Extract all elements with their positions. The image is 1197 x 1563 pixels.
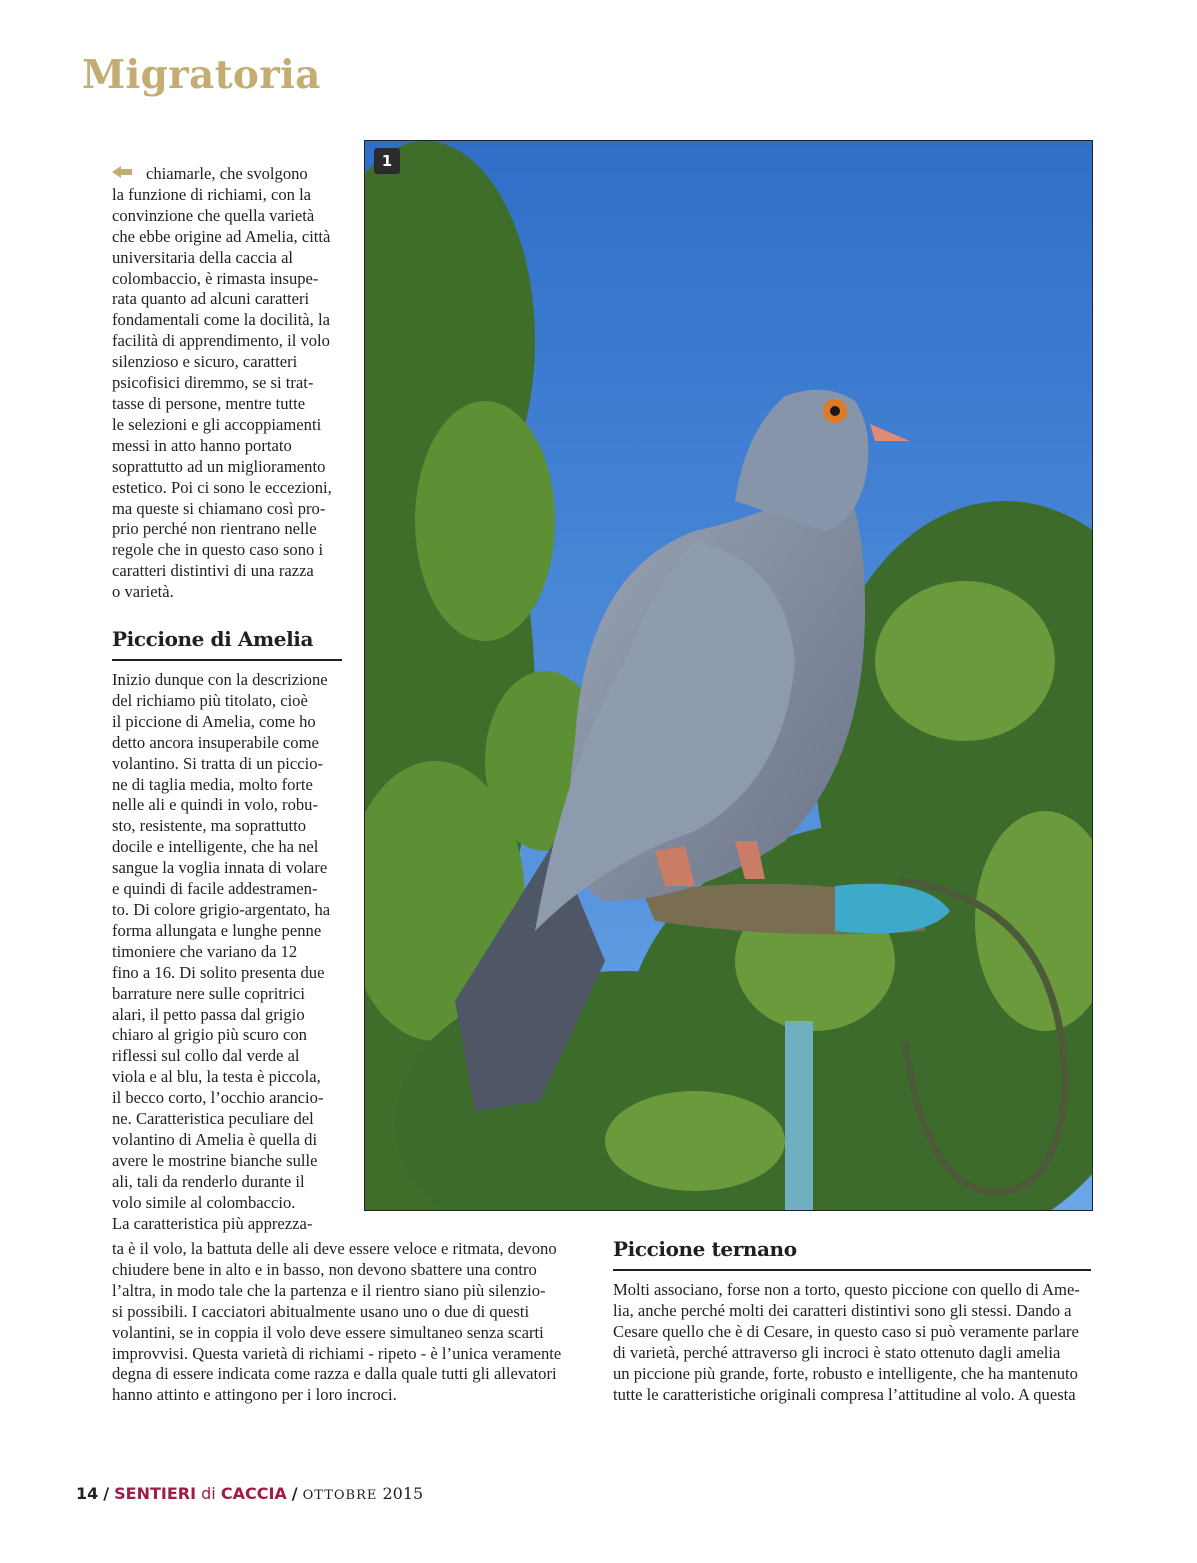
pigeon-photo: [364, 140, 1093, 1211]
heading-piccione-amelia: Piccione di Amelia: [112, 627, 314, 651]
magazine-name-part3: CACCIA: [220, 1484, 287, 1503]
issue-month: OTTOBRE: [302, 1488, 378, 1503]
footer-separator: /: [103, 1484, 110, 1503]
amelia-paragraph-continued: ta è il volo, la battuta delle ali deve essere veloce e ritmata, devono chiudere bene in alto e in basso, non devono sbattere una contro l’altra, in modo tale che la partenza e il rientro siano più silenzio- si possibili. I cacciatori abitualmente usano uno o due di questi volantini, se in coppia il volo deve essere simultaneo senza scarti improvvisi. Questa varietà di richiami - ripeto - è l’unica veramente degna di essere indicata come razza e dalla quale tutti gli allevatori hanno attinto e attingono per i loro incroci.: [112, 1239, 562, 1405]
intro-column: [112, 164, 344, 603]
intro-text: chiamarle, che svolgono la funzione di richiami, con la convinzione che quella varietà che ebbe origine ad Amelia, città universitaria della caccia al colombaccio, è rimasta insupe- rata quanto ad alcuni caratteri fondamentali come la docilità, la facilità di apprendimento, il volo silenzioso e sicuro, caratteri psicofisici diremmo, se si trat- tasse di persone, mentre tutte le selezioni e gli accoppiamenti messi in atto hanno portato soprattutto ad un miglioramento estetico. Poi ci sono le eccezioni, ma queste si chiamano così pro- prio perché non rientrano nelle regole che in questo caso sono i caratteri distintivi di una razza o varietà.: [112, 164, 332, 602]
heading-piccione-ternano: Piccione ternano: [613, 1237, 797, 1261]
arrow-left-icon: [112, 166, 132, 178]
magazine-name-part1: SENTIERI: [114, 1484, 197, 1503]
heading-rule: [613, 1269, 1091, 1271]
magazine-name-part2: di: [201, 1484, 216, 1503]
page-number: 14: [76, 1484, 99, 1503]
footer-separator: /: [291, 1484, 298, 1503]
intro-paragraph: [112, 164, 344, 603]
page-footer: [76, 1484, 423, 1503]
pigeon-illustration: [365, 141, 1092, 1210]
ternano-paragraph: Molti associano, forse non a torto, questo piccione con quello di Ame- lia, anche perché molti dei caratteri distintivi sono gli stessi. Dando a Cesare quello che è di Cesare, in questo caso si può veramente parlare di varietà, perché attraverso gli incroci è stato ottenuto dagli amelia un piccione più grande, forte, robusto e intelligente, che ha mantenuto tutte le caratteristiche originali compresa l’attitudine al volo. A questa: [613, 1280, 1080, 1404]
heading-rule: [112, 659, 342, 661]
section-title: Migratoria: [82, 52, 321, 98]
photo-number-badge: 1: [374, 148, 400, 174]
issue-year: 2015: [382, 1484, 424, 1503]
amelia-paragraph: Inizio dunque con la descrizione del richiamo più titolato, cioè il piccione di Amelia, come ho detto ancora insuperabile come volantino. Si tratta di un piccio- ne di taglia media, molto forte nelle ali e quindi in volo, robu- sto, resistente, ma soprattutto docile e intelligente, che ha nel sangue la voglia innata di volare e quindi di facile addestramen- to. Di colore grigio-argentato, ha forma allungata e lunghe penne timoniere che variano da 12 fino a 16. Di solito presenta due barrature nere sulle copritrici alari, il petto passa dal grigio chiaro al grigio più scuro con riflessi sul collo dal verde al viola e al blu, la testa è piccola, il becco corto, l’occhio arancio- ne. Caratteristica peculiare del volantino di Amelia è quella di avere le mostrine bianche sulle ali, tali da renderlo durante il volo simile al colombaccio. La caratteristica più apprezza-: [112, 670, 331, 1233]
